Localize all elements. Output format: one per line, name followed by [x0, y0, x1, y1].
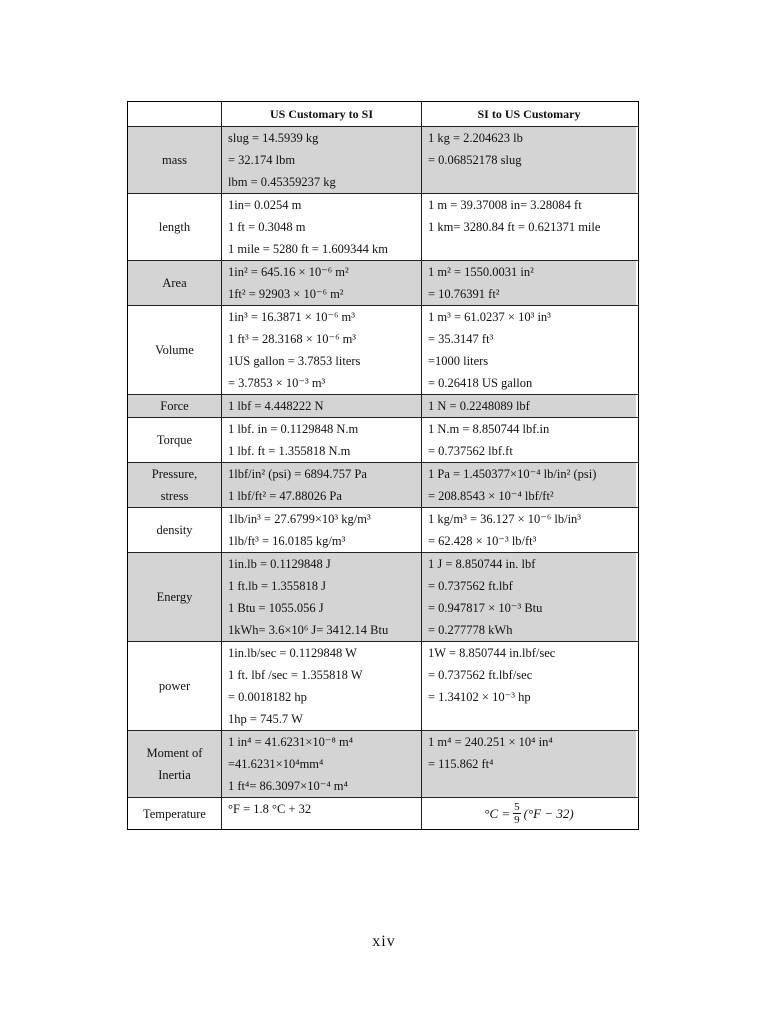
- conversion-line: 1lb/in³ = 27.6799×10³ kg/m³: [228, 512, 371, 526]
- table-row: [128, 552, 638, 641]
- conversion-line: 1 ft. lbf /sec = 1.355818 W: [228, 668, 363, 682]
- si-to-us-cell: [421, 798, 636, 829]
- conversion-line: 1 lbf/ft² = 47.88026 Pa: [228, 489, 342, 503]
- conversion-line: 1 ft.lb = 1.355818 J: [228, 579, 327, 593]
- us-to-si-cell: [221, 127, 421, 193]
- conversion-line: 1 kg/m³ = 36.127 × 10⁻⁶ lb/in³: [428, 512, 582, 526]
- conversion-line: = 208.8543 × 10⁻⁴ lbf/ft²: [428, 489, 554, 503]
- si-to-us-cell: [421, 395, 636, 417]
- conversion-line: = 0.737562 ft.lbf: [428, 579, 513, 593]
- conversion-line: 1 km= 3280.84 ft = 0.621371 mile: [428, 220, 601, 234]
- conversion-line: 1 lbf. in = 0.1129848 N.m: [228, 422, 359, 436]
- quantity-label: Torque: [156, 433, 193, 447]
- quantity-label: [128, 463, 221, 507]
- conversion-line: 1 ft⁴= 86.3097×10⁻⁴ m⁴: [228, 779, 348, 793]
- si-to-us-cell: [421, 127, 636, 193]
- conversion-line: 1in= 0.0254 m: [228, 198, 302, 212]
- quantity-label: [128, 731, 221, 797]
- quantity-label-line: stress: [160, 489, 189, 503]
- conversion-line: 1 kg = 2.204623 lb: [428, 131, 523, 145]
- fraction-numerator: 5: [514, 801, 520, 813]
- table-row: [128, 417, 638, 462]
- celsius-formula: [484, 801, 573, 826]
- us-to-si-cell: [221, 642, 421, 730]
- conversion-line: = 32.174 lbm: [228, 153, 296, 167]
- table-row: [128, 507, 638, 552]
- table-row: [128, 394, 638, 417]
- conversion-line: 1 N = 0.2248089 lbf: [428, 399, 530, 413]
- fraction-denominator: 9: [514, 814, 520, 826]
- conversion-line: = 0.06852178 slug: [428, 153, 522, 167]
- quantity-label-line: Moment of: [146, 746, 203, 760]
- conversion-line: =1000 liters: [428, 354, 489, 368]
- conversion-line: = 3.7853 × 10⁻³ m³: [228, 376, 326, 390]
- formula-rhs: (°F − 32): [523, 805, 574, 821]
- us-to-si-cell: [221, 508, 421, 552]
- quantity-label: power: [158, 679, 191, 693]
- conversion-line: 1W = 8.850744 in.lbf/sec: [428, 646, 556, 660]
- conversion-line: 1 m = 39.37008 in= 3.28084 ft: [428, 198, 582, 212]
- conversion-line: = 35.3147 ft³: [428, 332, 494, 346]
- us-to-si-cell: [221, 395, 421, 417]
- quantity-label: mass: [128, 127, 221, 193]
- conversion-line: 1hp = 745.7 W: [228, 712, 303, 726]
- conversion-line: 1 m⁴ = 240.251 × 10⁴ in⁴: [428, 735, 553, 749]
- quantity-label: Temperature: [143, 806, 206, 821]
- conversion-line: 1 Btu = 1055.056 J: [228, 601, 324, 615]
- quantity-label-line: Inertia: [158, 768, 191, 782]
- us-to-si-cell: [221, 731, 421, 797]
- si-to-us-cell: [421, 418, 636, 462]
- conversion-line: 1 ft = 0.3048 m: [228, 220, 306, 234]
- conversion-line: 1in.lb = 0.1129848 J: [228, 557, 331, 571]
- conversion-line: = 1.34102 × 10⁻³ hp: [428, 690, 531, 704]
- conversion-line: 1 N.m = 8.850744 lbf.in: [428, 422, 550, 436]
- table-row: [128, 126, 638, 193]
- si-to-us-cell: [421, 463, 636, 507]
- table-row: [128, 641, 638, 730]
- quantity-label: Volume: [155, 343, 194, 357]
- conversion-line: = 0.0018182 hp: [228, 690, 307, 704]
- conversion-line: 1 J = 8.850744 in. lbf: [428, 557, 536, 571]
- table-row: [128, 797, 638, 829]
- header-us-to-si: US Customary to SI: [221, 102, 421, 126]
- unit-conversion-table: [127, 101, 639, 830]
- table-row: [128, 193, 638, 260]
- conversion-line: 1 in⁴ = 41.6231×10⁻⁸ m⁴: [228, 735, 354, 749]
- quantity-label: length: [158, 220, 191, 234]
- conversion-line: = 62.428 × 10⁻³ lb/ft³: [428, 534, 537, 548]
- si-to-us-cell: [421, 194, 636, 260]
- quantity-label: Force: [128, 395, 221, 417]
- table-header-row: [128, 102, 638, 126]
- table-row: [128, 260, 638, 305]
- quantity-label: Area: [128, 261, 221, 305]
- conversion-line: 1kWh= 3.6×10⁶ J= 3412.14 Btu: [228, 623, 389, 637]
- conversion-line: = 0.737562 lbf.ft: [428, 444, 513, 458]
- us-to-si-cell: [221, 798, 421, 829]
- si-to-us-cell: [421, 508, 636, 552]
- conversion-line: 1US gallon = 3.7853 liters: [228, 354, 361, 368]
- conversion-line: = 0.277778 kWh: [428, 623, 513, 637]
- conversion-line: 1 Pa = 1.450377×10⁻⁴ lb/in² (psi): [428, 467, 597, 481]
- conversion-line: 1 lbf = 4.448222 N: [228, 399, 324, 413]
- si-to-us-cell: [421, 306, 636, 394]
- conversion-line: 1 ft³ = 28.3168 × 10⁻⁶ m³: [228, 332, 357, 346]
- conversion-line: = 10.76391 ft²: [428, 287, 500, 301]
- conversion-line: 1in² = 645.16 × 10⁻⁶ m²: [228, 265, 349, 279]
- quantity-label: Energy: [128, 553, 221, 641]
- si-to-us-cell: [421, 642, 636, 730]
- quantity-label: density: [156, 523, 193, 537]
- conversion-line: slug = 14.5939 kg: [228, 131, 319, 145]
- conversion-line: 1lb/ft³ = 16.0185 kg/m³: [228, 534, 346, 548]
- conversion-line: = 0.947817 × 10⁻³ Btu: [428, 601, 543, 615]
- si-to-us-cell: [421, 261, 636, 305]
- si-to-us-cell: [421, 731, 636, 797]
- conversion-line: 1 m² = 1550.0031 in²: [428, 265, 534, 279]
- us-to-si-cell: [221, 194, 421, 260]
- conversion-line: lbm = 0.45359237 kg: [228, 175, 336, 189]
- quantity-label-line: Pressure,: [151, 467, 198, 481]
- header-si-to-us: SI to US Customary: [421, 102, 636, 126]
- us-to-si-cell: [221, 261, 421, 305]
- us-to-si-cell: [221, 553, 421, 641]
- conversion-line: 1 lbf. ft = 1.355818 N.m: [228, 444, 351, 458]
- conversion-line: 1in³ = 16.3871 × 10⁻⁶ m³: [228, 310, 355, 324]
- table-row: [128, 305, 638, 394]
- conversion-line: °F = 1.8 °C + 32: [228, 802, 312, 816]
- page-number: xiv: [372, 933, 396, 950]
- conversion-line: = 115.862 ft⁴: [428, 757, 494, 771]
- formula-lhs: °C =: [484, 805, 511, 821]
- formula-fraction: [513, 801, 521, 826]
- table-row: [128, 462, 638, 507]
- conversion-line: 1 m³ = 61.0237 × 10³ in³: [428, 310, 551, 324]
- si-to-us-cell: [421, 553, 636, 641]
- conversion-line: =41.6231×10⁴mm⁴: [228, 757, 324, 771]
- conversion-line: = 0.26418 US gallon: [428, 376, 533, 390]
- us-to-si-cell: [221, 463, 421, 507]
- us-to-si-cell: [221, 418, 421, 462]
- conversion-line: 1in.lb/sec = 0.1129848 W: [228, 646, 357, 660]
- us-to-si-cell: [221, 306, 421, 394]
- conversion-line: 1lbf/in² (psi) = 6894.757 Pa: [228, 467, 367, 481]
- conversion-line: = 0.737562 ft.lbf/sec: [428, 668, 533, 682]
- conversion-line: 1ft² = 92903 × 10⁻⁶ m²: [228, 287, 344, 301]
- header-cell-empty: [128, 102, 221, 126]
- conversion-line: 1 mile = 5280 ft = 1.609344 km: [228, 242, 388, 256]
- table-row: [128, 730, 638, 797]
